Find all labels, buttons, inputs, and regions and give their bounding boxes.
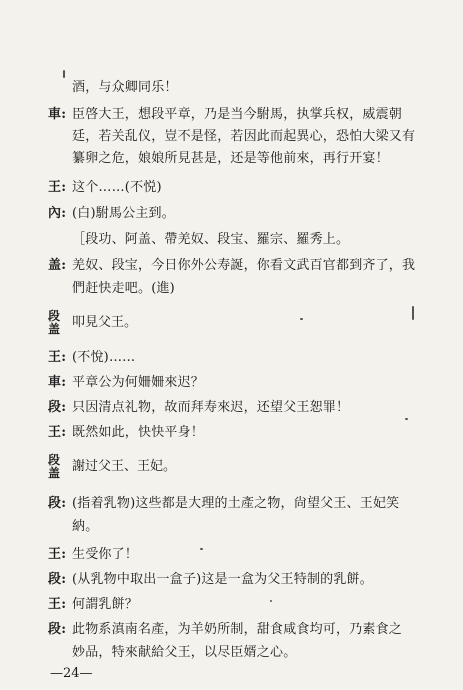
dialogue-line	[48, 570, 449, 590]
scan-speck	[405, 418, 408, 420]
speaker-label: 車:	[48, 107, 67, 122]
dialogue-line	[48, 494, 449, 514]
dialogue-line	[48, 595, 449, 615]
dialogue-line	[48, 78, 449, 98]
speaker-label: 段:	[48, 622, 67, 637]
page-number: —24—	[50, 666, 93, 681]
dialogue-line	[48, 348, 449, 368]
dialogue-text: 廷，若关乱仪，豈不是怪，若因此而起異心，恐怕大梁又有	[72, 129, 416, 144]
scan-speck	[412, 306, 414, 320]
speaker-char: 盖	[48, 322, 61, 336]
dialogue-text: 臣啓大王，想段平章，乃是当今駙馬，执掌兵权，威震朝	[72, 107, 403, 122]
dialogue-text: 何謂乳餅？	[72, 597, 139, 612]
dialogue-text: 此物系滇南名產，为羊奶所制，甜食咸食均可，乃素食之	[72, 622, 403, 637]
dialogue-line	[48, 127, 449, 147]
dialogue-text: (白)駙馬公主到。	[72, 206, 175, 221]
dialogue-text: (指着乳物)这些都是大理的土產之物，尙望父王、王妃笑	[72, 496, 400, 511]
speaker-label: 盖:	[48, 258, 67, 273]
speaker-label: 車:	[48, 375, 67, 390]
speaker-label-stacked	[48, 454, 70, 480]
speaker-label: 王:	[48, 425, 67, 440]
speaker-char: 段	[48, 453, 61, 467]
dialogue-line	[48, 423, 449, 443]
dialogue-line	[48, 620, 449, 640]
dialogue-line	[48, 643, 449, 663]
dialogue-text: 这个……(不悦)	[72, 180, 162, 195]
dialogue-line	[48, 204, 449, 224]
dialogue-text: 既然如此，快快平身！	[72, 425, 205, 440]
dialogue-line	[48, 105, 449, 125]
speaker-label: 段:	[48, 496, 67, 511]
dialogue-text: 們赶快走吧。(進)	[72, 281, 175, 296]
dialogue-line	[48, 178, 449, 198]
dialogue-line	[48, 398, 449, 418]
scan-speck	[63, 70, 65, 78]
speaker-label: 王:	[48, 350, 67, 365]
speaker-label: 王:	[48, 547, 67, 562]
dialogue-text: 纂卵之危，娘娘所見甚是，还是等他前來，再行开宴！	[72, 151, 389, 166]
dialogue-text: 酒，与众卿同乐！	[72, 80, 178, 95]
speaker-label-stacked	[48, 310, 70, 336]
dialogue-line	[48, 256, 449, 276]
dialogue-text: 生受你了！	[72, 547, 139, 562]
dialogue-text: (从乳物中取出一盒子)这是一盒为父王特制的乳餅。	[72, 572, 373, 587]
speaker-label: 內:	[48, 206, 67, 221]
dialogue-line	[48, 517, 449, 537]
dialogue-line	[48, 545, 449, 565]
dialogue-text: 羌奴、段宝，今日你外公寿誕，你看文武百官都到齐了，我	[72, 258, 416, 273]
stage-direction	[48, 230, 449, 250]
dialogue-text: 平章公为何姍姍來迟？	[72, 375, 205, 390]
dialogue-line	[48, 149, 449, 169]
speaker-char: 盖	[48, 466, 61, 480]
dialogue-text: 妙品，特來献給父王，以尽臣婿之心。	[72, 645, 297, 660]
dialogue-text: (不悅)……	[72, 350, 136, 365]
dialogue-text: 叩見父王。	[72, 315, 138, 330]
dialogue-text: 納。	[72, 519, 99, 534]
dialogue-line	[48, 279, 449, 299]
dialogue-text: ［段功、阿盖、帶羌奴、段宝、羅宗、羅秀上。	[72, 232, 350, 247]
speaker-label: 段:	[48, 572, 67, 587]
speaker-label: 段:	[48, 400, 67, 415]
dialogue-line	[48, 373, 449, 393]
dialogue-text: 只因清点礼物，故而拜寿來迟，还望父王恕罪！	[72, 400, 350, 415]
speaker-label: 王:	[48, 180, 67, 195]
scan-speck	[300, 318, 303, 320]
speaker-char: 段	[48, 309, 61, 323]
dialogue-text: 謝过父王、王妃。	[72, 459, 177, 474]
speaker-label: 王:	[48, 597, 67, 612]
